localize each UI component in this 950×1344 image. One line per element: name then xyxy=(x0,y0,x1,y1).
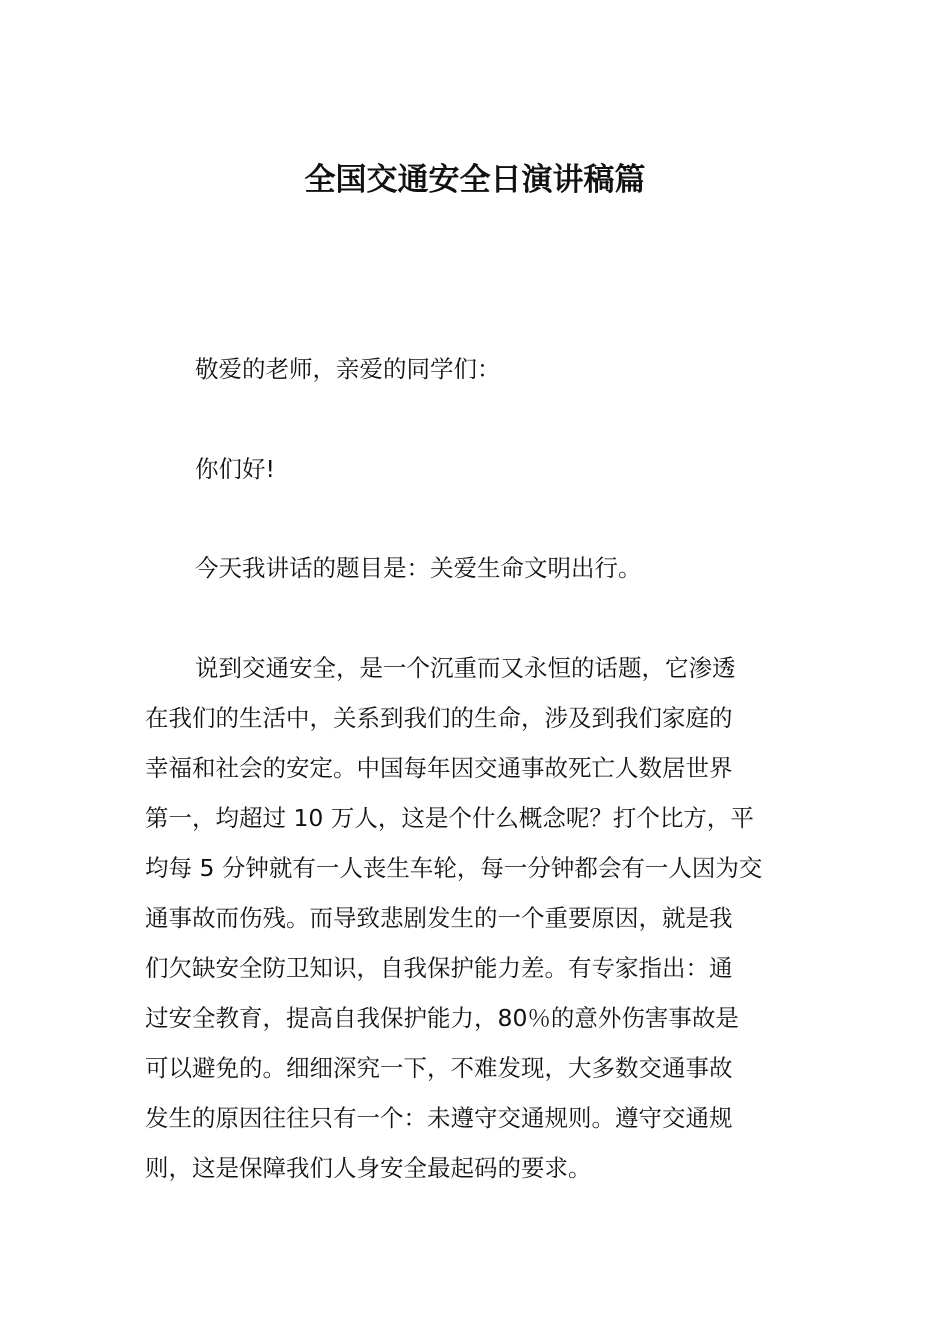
body-line: 第一，均超过 10 万人，这是个什么概念呢？打个比方，平 xyxy=(145,804,754,832)
body-line: 过安全教育，提高自我保护能力，80％的意外伤害事故是 xyxy=(145,1004,739,1032)
body-line: 说到交通安全，是一个沉重而又永恒的话题，它渗透 xyxy=(195,654,736,682)
body-line: 发生的原因往往只有一个：未遵守交通规则。遵守交通规 xyxy=(145,1104,733,1132)
body-line: 通事故而伤残。而导致悲剧发生的一个重要原因，就是我 xyxy=(145,904,733,932)
body-paragraph xyxy=(145,643,810,1193)
body-line: 幸福和社会的安定。中国每年因交通事故死亡人数居世界 xyxy=(145,754,733,782)
body-line: 均每 5 分钟就有一人丧生车轮，每一分钟都会有一人因为交 xyxy=(145,854,763,882)
body-line: 可以避免的。细细深究一下，不难发现，大多数交通事故 xyxy=(145,1054,733,1082)
body-line: 则，这是保障我们人身安全最起码的要求。 xyxy=(145,1154,592,1182)
hello-paragraph: 你们好! xyxy=(195,455,275,483)
topic-paragraph: 今天我讲话的题目是：关爱生命文明出行。 xyxy=(195,554,642,582)
greeting-paragraph: 敬爱的老师，亲爱的同学们： xyxy=(195,355,501,383)
body-line: 们欠缺安全防卫知识，自我保护能力差。有专家指出：通 xyxy=(145,954,733,982)
body-line: 在我们的生活中，关系到我们的生命，涉及到我们家庭的 xyxy=(145,704,733,732)
document-title: 全国交通安全日演讲稿篇 xyxy=(304,162,646,198)
